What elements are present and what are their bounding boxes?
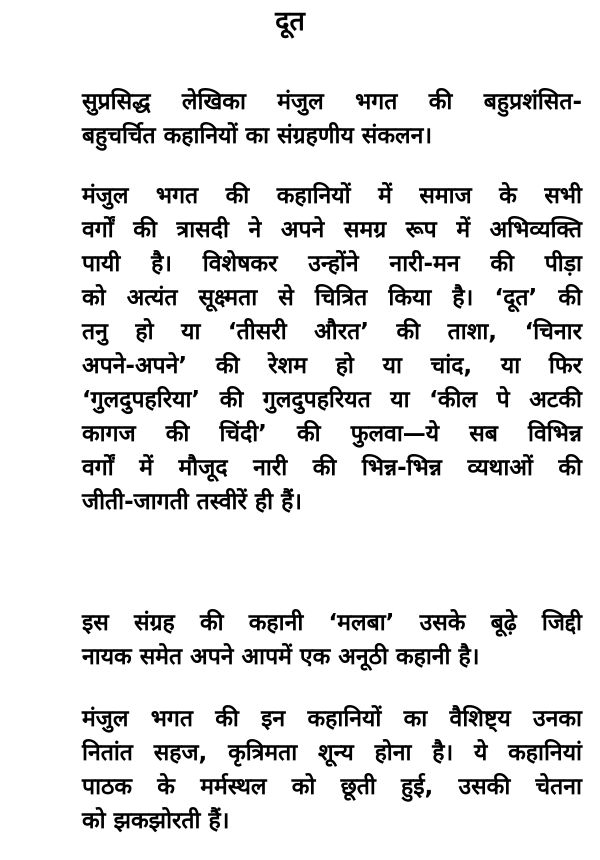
text-line: नायक समेत अपने आपमें एक अनूठी कहानी है। xyxy=(82,644,480,670)
text-line: नितांत सहज, कृत्रिमता शून्य होना है। ये कहानियां xyxy=(82,740,582,766)
text-line: कागज की चिंदी’ की फुलवा—ये सब विभिन्न xyxy=(82,421,582,447)
text-line: तनु हो या ‘तीसरी औरत’ की ताशा, ‘चिनार xyxy=(82,319,582,345)
text-line: को अत्यंत सूक्ष्मता से चित्रित किया है। ‘दूत’ की xyxy=(82,285,582,311)
text-line: इस संग्रह की कहानी ‘मलबा’ उसके बूढ़े जिद्दी xyxy=(82,610,582,636)
paragraph-closing xyxy=(82,702,582,838)
text-line: मंजुल भगत की इन कहानियों का वैशिष्ट्य उनका xyxy=(82,706,582,732)
paragraph-malba xyxy=(82,606,582,674)
text-line: वर्गों की त्रासदी ने अपने समग्र रूप में अभिव्यक्ति xyxy=(82,217,582,243)
text-line: ‘गुलदुपहरिया’ की गुलदुपहरियत या ‘कील पे अटकी xyxy=(82,387,582,413)
text-line: बहुचर्चित कहानियों का संग्रहणीय संकलन। xyxy=(82,123,433,149)
text-line: को झकझोरती हैं। xyxy=(82,808,230,834)
text-line: अपने-अपने’ की रेशम हो या चांद, या फिर xyxy=(82,353,582,379)
text-line: सुप्रसिद्ध लेखिका मंजुल भगत की बहुप्रशंसित- xyxy=(82,89,582,115)
page-title: दूत xyxy=(275,6,305,37)
text-line: पायी है। विशेषकर उन्होंने नारी-मन की पीड़ा xyxy=(82,251,582,277)
paragraph-stories xyxy=(82,179,582,519)
text-line: मंजुल भगत की कहानियों में समाज के सभी xyxy=(82,183,582,209)
paragraph-intro xyxy=(82,85,582,153)
text-line: पाठक के मर्मस्थल को छूती हुई, उसकी चेतना xyxy=(82,774,582,800)
text-line: जीती-जागती तस्वीरें ही हैं। xyxy=(82,489,303,515)
text-line: वर्गों में मौजूद नारी की भिन्न-भिन्न व्यथाओं की xyxy=(82,455,582,481)
